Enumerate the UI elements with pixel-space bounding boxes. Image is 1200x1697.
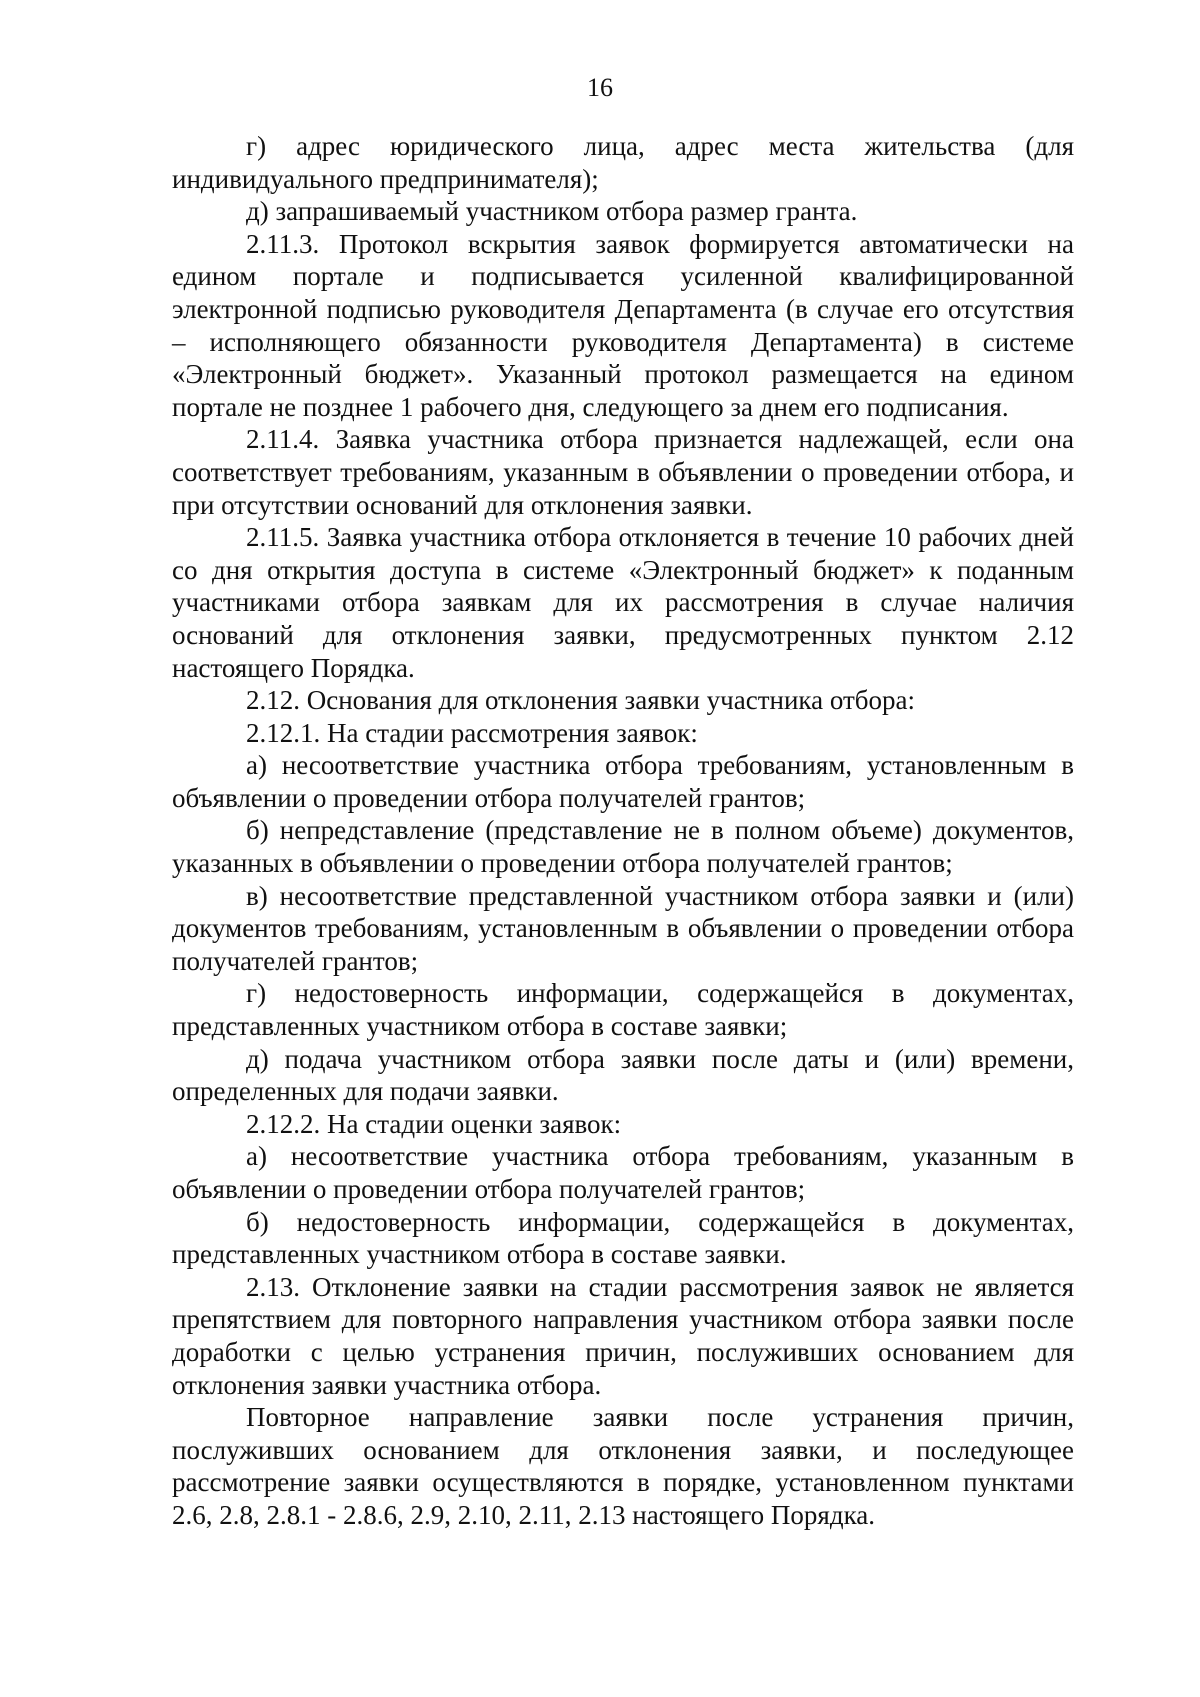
document-body [172, 130, 1074, 1532]
paragraph: г) недостоверность информации, содержащейся в документах, представленных участником отбора в составе заявки; [172, 978, 1074, 1042]
paragraph: д) запрашиваемый участником отбора размер гранта. [246, 196, 858, 227]
paragraph: 2.11.5. Заявка участника отбора отклоняется в течение 10 рабочих дней со дня открытия доступа в системе «Электронный бюджет» к поданным участниками отбора заявкам для их рассмотрения в случае наличия оснований для отклонения заявки, предусмотренных пунктом 2.12 настоящего Порядка. [172, 522, 1074, 683]
paragraph: а) несоответствие участника отбора требованиям, указанным в объявлении о проведении отбора получателей грантов; [172, 1141, 1074, 1204]
page-number: 16 [587, 73, 613, 102]
paragraph: в) несоответствие представленной участником отбора заявки и (или) документов требованиям, установленным в объявлении о проведении отбора получателей грантов; [172, 880, 1074, 976]
paragraph: а) несоответствие участника отбора требованиям, установленным в объявлении о проведении отбора получателей грантов; [172, 750, 1074, 813]
paragraph: Повторное направление заявки после устранения причин, послуживших основанием для отклонения заявки, и последующее рассмотрение заявки осуществляются в порядке, установленном пунктами 2.6, 2.8, 2.8.1 - 2.8.6, 2.9, 2.10, 2.11, 2.13 настоящего Порядка. [172, 1402, 1074, 1530]
paragraph: б) недостоверность информации, содержащейся в документах, представленных участником отбора в составе заявки. [172, 1206, 1074, 1270]
paragraph: 2.13. Отклонение заявки на стадии рассмотрения заявок не является препятствием для повторного направления участником отбора заявки после доработки с целью устранения причин, послуживших основанием для отклонения заявки участника отбора. [172, 1271, 1074, 1400]
paragraph: д) подача участником отбора заявки после даты и (или) времени, определенных для подачи заявки. [172, 1043, 1074, 1107]
paragraph: 2.12.1. На стадии рассмотрения заявок: [246, 717, 698, 748]
paragraph: б) непредставление (представление не в полном объеме) документов, указанных в объявлении о проведении отбора получателей грантов; [172, 815, 1074, 879]
paragraph: 2.11.4. Заявка участника отбора признается надлежащей, если она соответствует требованиям, указанным в объявлении о проведении отбора, и при отсутствии оснований для отклонения заявки. [172, 424, 1074, 520]
paragraph: 2.12. Основания для отклонения заявки участника отбора: [246, 685, 916, 716]
paragraph: г) адрес юридического лица, адрес места жительства (для индивидуального предпринимателя); [172, 131, 1074, 194]
paragraph: 2.12.2. На стадии оценки заявок: [246, 1108, 622, 1139]
paragraph: 2.11.3. Протокол вскрытия заявок формируется автоматически на едином портале и подписывается усиленной квалифицированной электронной подписью руководителя Департамента (в случае его отсутствия – исполняющего обязанности руководителя Департамента) в системе «Электронный бюджет». Указанный протокол размещается на едином портале не позднее 1 рабочего дня, следующего за днем его подписания. [172, 228, 1074, 422]
